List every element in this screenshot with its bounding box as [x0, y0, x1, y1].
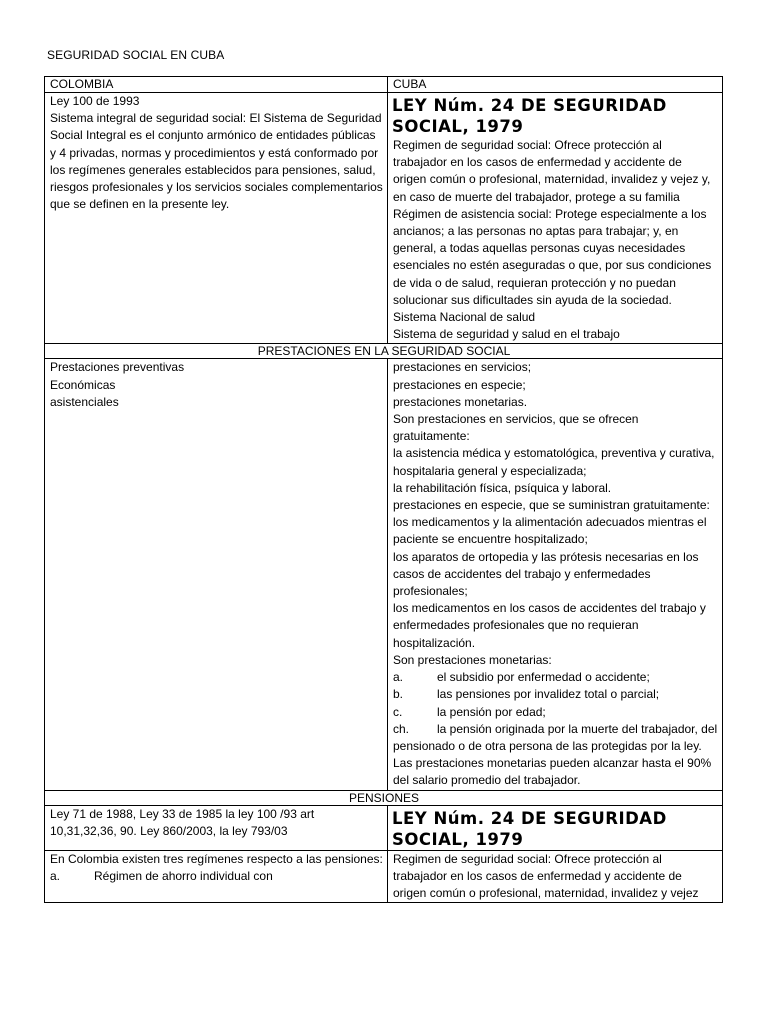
- list-item: la rehabilitación física, psíquica y laboral.: [393, 480, 612, 495]
- list-item: Económicas: [50, 377, 116, 392]
- section-prestaciones: PRESTACIONES EN LA SEGURIDAD SOCIAL: [45, 344, 723, 359]
- list-item: Son prestaciones en servicios, que se ofrecen gratuitamente:: [393, 412, 639, 444]
- table-row: [45, 805, 723, 850]
- table-row: [45, 850, 723, 903]
- cuba-regime-social-security: Regimen de seguridad social: Ofrece protección al trabajador en los casos de enfermedad y accidente de origen común o profesional, maternidad, invalidez y vejez y, en caso de muerte del trabajador, protege a su familia: [393, 138, 711, 204]
- cuba-pension-law-title: LEY Núm. 24 DE SEGURIDAD SOCIAL, 1979: [392, 808, 667, 849]
- cuba-pension-regime: Regimen de seguridad social: Ofrece protección al trabajador en los casos de enfermedad y accidente de origen común o profesional, maternidad, invalidez y vejez: [388, 850, 723, 903]
- list-item: prestaciones monetarias.: [393, 394, 528, 409]
- item-label: c.: [393, 704, 403, 719]
- cuba-national-health: Sistema Nacional de salud: [393, 310, 536, 325]
- cuba-law-title: LEY Núm. 24 DE SEGURIDAD SOCIAL, 1979: [392, 96, 667, 136]
- item-text: la pensión originada por la muerte del trabajador, del pensionado o de otra persona de las protegidas por la ley.: [393, 721, 718, 753]
- header-row: [45, 77, 723, 93]
- pension-intro: En Colombia existen tres regímenes respecto a las pensiones:: [50, 851, 383, 866]
- section-row: [45, 790, 723, 805]
- item-text: las pensiones por invalidez total o parcial;: [437, 687, 660, 702]
- list-item: prestaciones en especie, que se suministran gratuitamente:: [393, 498, 710, 513]
- monetary-item: [393, 721, 718, 755]
- section-row: [45, 344, 723, 359]
- monetary-item: [393, 704, 718, 721]
- header-colombia: COLOMBIA: [45, 77, 388, 93]
- pension-regime-item: [50, 868, 383, 885]
- comparison-table: [44, 76, 723, 903]
- colombia-law-description: Sistema integral de seguridad social: El Sistema de Seguridad Social Integral es el conjunto armónico de entidades públicas y 4 privadas, normas y procedimientos y está conformado por los regímenes generales establecidos para pensiones, salud, riesgos profesionales y los servicios sociales complementarios que se definen en la presente ley.: [50, 111, 383, 212]
- item-text: la pensión por edad;: [437, 704, 546, 719]
- list-item: Son prestaciones monetarias:: [393, 652, 552, 667]
- colombia-pension-regimes: [45, 850, 388, 903]
- colombia-law-cell: [45, 93, 388, 344]
- item-label: a.: [393, 670, 404, 685]
- header-cuba: CUBA: [388, 77, 723, 93]
- list-item: prestaciones en especie;: [393, 377, 526, 392]
- table-row: [45, 359, 723, 790]
- item-label: b.: [393, 687, 404, 702]
- cuba-benefits-cell: [388, 359, 723, 790]
- monetary-limit: Las prestaciones monetarias pueden alcanzar hasta el 90% del salario promedio del trabajador.: [393, 756, 712, 788]
- page-title: SEGURIDAD SOCIAL EN CUBA: [47, 48, 225, 62]
- list-item: los medicamentos en los casos de accidentes del trabajo y enfermedades profesionales que no requieran hospitalización.: [393, 601, 706, 650]
- list-item: Prestaciones preventivas: [50, 360, 185, 375]
- list-item: los medicamentos y la alimentación adecuados mientras el paciente se encuentre hospitalizado;: [393, 515, 707, 547]
- cuba-work-safety: Sistema de seguridad y salud en el trabajo: [393, 327, 620, 342]
- cuba-pension-law-cell: [388, 805, 723, 850]
- monetary-item: [393, 686, 718, 703]
- list-item: asistenciales: [50, 394, 119, 409]
- colombia-pension-laws: Ley 71 de 1988, Ley 33 de 1985 la ley 100 /93 art 10,31,32,36, 90. Ley 860/2003, la ley 793/03: [45, 805, 388, 850]
- item-label: a.: [50, 868, 61, 883]
- cuba-law-cell: [388, 93, 723, 344]
- item-text: Régimen de ahorro individual con: [94, 868, 273, 883]
- list-item: la asistencia médica y estomatológica, preventiva y curativa, hospitalaria general y especializada;: [393, 446, 715, 478]
- item-label: ch.: [393, 721, 410, 736]
- monetary-item: [393, 669, 718, 686]
- colombia-benefits-cell: [45, 359, 388, 790]
- item-text: el subsidio por enfermedad o accidente;: [437, 670, 650, 685]
- colombia-law-name: Ley 100 de 1993: [50, 94, 140, 108]
- list-item: prestaciones en servicios;: [393, 360, 532, 375]
- table-row: [45, 93, 723, 344]
- section-pensiones: PENSIONES: [45, 790, 723, 805]
- cuba-regime-social-assistance: Régimen de asistencia social: Protege especialmente a los ancianos; a las personas no aptas para trabajar; y, en general, a todas aquellas personas cuyas necesidades esenciales no estén aseguradas o que, por sus condiciones de vida o de salud, requieran protección y no puedan solucionar sus dificultades sin ayuda de la sociedad.: [393, 206, 712, 307]
- list-item: los aparatos de ortopedia y las prótesis necesarias en los casos de accidentes del trabajo y enfermedades profesionales;: [393, 549, 699, 599]
